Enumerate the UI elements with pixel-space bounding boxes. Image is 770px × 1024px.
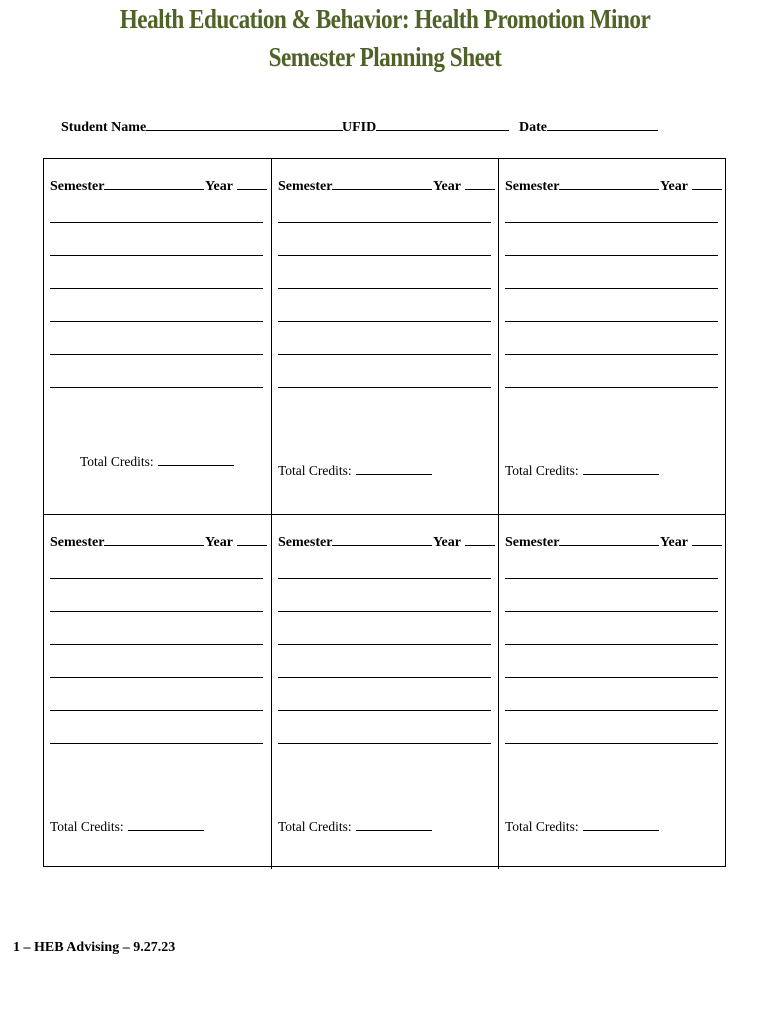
course-line[interactable] — [505, 578, 718, 579]
total-credits-label: Total Credits: — [278, 819, 352, 834]
course-line[interactable] — [278, 743, 491, 744]
page-subtitle: Semester Planning Sheet — [268, 42, 502, 72]
semester-line[interactable] — [332, 531, 432, 546]
course-line[interactable] — [278, 222, 491, 223]
course-line[interactable] — [505, 677, 718, 678]
course-line[interactable] — [278, 255, 491, 256]
date-line[interactable] — [547, 116, 658, 131]
semester-line[interactable] — [104, 531, 204, 546]
total-credits-label: Total Credits: — [278, 463, 352, 478]
total-credits-line[interactable] — [128, 817, 204, 831]
student-name-line[interactable] — [146, 116, 343, 131]
ufid-field[interactable] — [342, 116, 509, 136]
date-field[interactable] — [519, 116, 658, 136]
course-line[interactable] — [50, 222, 263, 223]
year-field[interactable] — [660, 531, 722, 551]
course-line[interactable] — [278, 611, 491, 612]
footer-text: 1 – HEB Advising – 9.27.23 — [13, 940, 176, 955]
course-line[interactable] — [50, 677, 263, 678]
total-credits-label: Total Credits: — [505, 819, 579, 834]
semester-grid — [43, 158, 726, 867]
year-line[interactable] — [237, 531, 267, 546]
semester-field[interactable] — [278, 175, 432, 195]
semester-field[interactable] — [50, 175, 204, 195]
course-line[interactable] — [278, 578, 491, 579]
course-line[interactable] — [505, 321, 718, 322]
ufid-line[interactable] — [376, 116, 509, 131]
course-line[interactable] — [50, 710, 263, 711]
course-line[interactable] — [278, 288, 491, 289]
course-line[interactable] — [505, 710, 718, 711]
course-line[interactable] — [505, 354, 718, 355]
course-line[interactable] — [505, 644, 718, 645]
course-line[interactable] — [278, 677, 491, 678]
course-line[interactable] — [278, 387, 491, 388]
semester-label: Semester — [50, 535, 105, 550]
total-credits-field[interactable] — [50, 817, 204, 835]
semester-cell — [498, 514, 725, 869]
course-line[interactable] — [50, 354, 263, 355]
semester-label: Semester — [505, 535, 560, 550]
year-field[interactable] — [433, 175, 495, 195]
ufid-label: UFID — [342, 120, 377, 135]
total-credits-field[interactable] — [80, 452, 234, 470]
year-label: Year — [660, 179, 688, 194]
course-line[interactable] — [505, 743, 718, 744]
year-line[interactable] — [692, 531, 722, 546]
semester-cell — [271, 514, 498, 869]
total-credits-field[interactable] — [505, 817, 659, 835]
course-line[interactable] — [50, 288, 263, 289]
year-label: Year — [660, 535, 688, 550]
page-title: Health Education & Behavior: Health Promotion Minor — [119, 4, 651, 34]
course-line[interactable] — [50, 387, 263, 388]
year-label: Year — [205, 535, 233, 550]
course-line[interactable] — [50, 255, 263, 256]
year-field[interactable] — [205, 531, 267, 551]
year-field[interactable] — [205, 175, 267, 195]
semester-cell — [498, 159, 725, 514]
course-line[interactable] — [505, 288, 718, 289]
semester-field[interactable] — [505, 531, 659, 551]
course-line[interactable] — [50, 578, 263, 579]
semester-label: Semester — [50, 179, 105, 194]
semester-label: Semester — [278, 535, 333, 550]
total-credits-line[interactable] — [583, 817, 659, 831]
semester-cell — [44, 514, 271, 869]
course-line[interactable] — [505, 387, 718, 388]
semester-label: Semester — [505, 179, 560, 194]
semester-label: Semester — [278, 179, 333, 194]
total-credits-field[interactable] — [278, 461, 432, 479]
total-credits-line[interactable] — [583, 461, 659, 475]
student-name-field[interactable] — [61, 116, 343, 136]
course-line[interactable] — [278, 644, 491, 645]
year-field[interactable] — [660, 175, 722, 195]
semester-line[interactable] — [559, 175, 659, 190]
total-credits-line[interactable] — [356, 817, 432, 831]
course-line[interactable] — [50, 321, 263, 322]
total-credits-field[interactable] — [278, 817, 432, 835]
course-line[interactable] — [278, 710, 491, 711]
year-field[interactable] — [433, 531, 495, 551]
date-label: Date — [519, 120, 547, 135]
course-line[interactable] — [50, 743, 263, 744]
total-credits-line[interactable] — [356, 461, 432, 475]
course-line[interactable] — [505, 222, 718, 223]
year-label: Year — [433, 535, 461, 550]
semester-field[interactable] — [50, 531, 204, 551]
total-credits-field[interactable] — [505, 461, 659, 479]
semester-line[interactable] — [559, 531, 659, 546]
year-line[interactable] — [465, 531, 495, 546]
semester-cell — [44, 159, 271, 514]
total-credits-label: Total Credits: — [505, 463, 579, 478]
year-line[interactable] — [465, 175, 495, 190]
total-credits-label: Total Credits: — [50, 819, 124, 834]
total-credits-label: Total Credits: — [80, 454, 154, 469]
year-line[interactable] — [237, 175, 267, 190]
year-label: Year — [433, 179, 461, 194]
semester-line[interactable] — [104, 175, 204, 190]
student-name-label: Student Name — [61, 120, 147, 135]
course-line[interactable] — [505, 255, 718, 256]
course-line[interactable] — [278, 354, 491, 355]
semester-line[interactable] — [332, 175, 432, 190]
course-line[interactable] — [50, 611, 263, 612]
year-label: Year — [205, 179, 233, 194]
semester-field[interactable] — [278, 531, 432, 551]
semester-field[interactable] — [505, 175, 659, 195]
course-line[interactable] — [278, 321, 491, 322]
total-credits-line[interactable] — [158, 452, 234, 466]
course-line[interactable] — [505, 611, 718, 612]
semester-cell — [271, 159, 498, 514]
course-line[interactable] — [50, 644, 263, 645]
year-line[interactable] — [692, 175, 722, 190]
